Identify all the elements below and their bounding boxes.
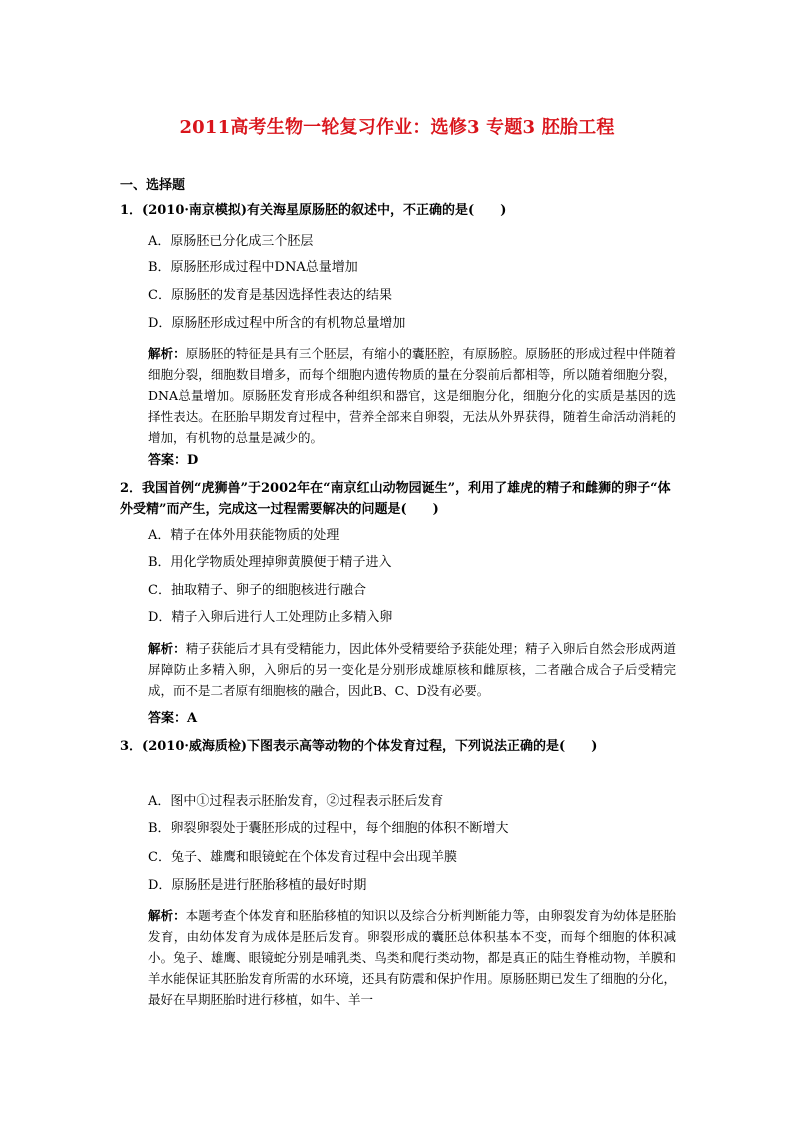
question-2-option-a: A．精子在体外用获能物质的处理 bbox=[148, 528, 340, 543]
explanation-text: 精子获能后才具有受精能力，因此体外受精要给予获能处理；精子入卵后自然会形成两道屏障防止多精入卵，入卵后的另一变化是分别形成雄原核和雌原核，二者融合成合子后受精完成，而不是二者原有细胞核的融合，因此B、C、D没有必要。 bbox=[148, 641, 676, 698]
question-1-stem: 1．(2010·南京模拟)有关海星原肠胚的叙述中，不正确的是( ) bbox=[120, 203, 507, 218]
question-1-explanation bbox=[148, 343, 676, 448]
answer-label: 答案： bbox=[148, 453, 188, 468]
question-1-option-a: A．原肠胚已分化成三个胚层 bbox=[148, 234, 314, 249]
question-3-option-d: D．原肠胚是进行胚胎移植的最好时期 bbox=[148, 878, 367, 893]
answer-label: 答案： bbox=[148, 711, 188, 726]
question-1-option-b: B．原肠胚形成过程中DNA总量增加 bbox=[148, 260, 358, 275]
explanation-text: 原肠胚的特征是具有三个胚层，有缩小的囊胚腔，有原肠腔。原肠胚的形成过程中伴随着细胞分裂，细胞数目增多，而每个细胞内遗传物质的量在分裂前后都相等，所以随着细胞分裂，DNA总量增加。原肠胚发育形成各种组织和器官，这是细胞分化，细胞分化的实质是基因的选择性表达。在胚胎早期发育过程中，营养全部来自卵裂，无法从外界获得，随着生命活动消耗的增加，有机物的总量是减少的。 bbox=[148, 346, 676, 445]
question-3-option-c: C．兔子、雄鹰和眼镜蛇在个体发育过程中会出现羊膜 bbox=[148, 850, 457, 865]
explanation-label: 解析： bbox=[148, 346, 186, 361]
explanation-text: 本题考查个体发育和胚胎移植的知识以及综合分析判断能力等，由卵裂发育为幼体是胚胎发育，由幼体发育为成体是胚后发育。卵裂形成的囊胚总体积基本不变，而每个细胞的体积减小。兔子、雄鹰、眼镜蛇分别是哺乳类、鸟类和爬行类动物，都是真正的陆生脊椎动物，羊膜和羊水能保证其胚胎发育所需的水环境，还具有防震和保护作用。原肠胚期已发生了细胞的分化，最好在早期胚胎时进行移植，如牛、羊一 bbox=[148, 908, 676, 1007]
question-2-option-c: C．抽取精子、卵子的细胞核进行融合 bbox=[148, 583, 366, 598]
question-1-option-d: D．原肠胚形成过程中所含的有机物总量增加 bbox=[148, 316, 406, 331]
question-1-option-c: C．原肠胚的发育是基因选择性表达的结果 bbox=[148, 288, 392, 303]
question-2-explanation bbox=[148, 638, 676, 701]
explanation-label: 解析： bbox=[148, 641, 186, 656]
explanation-label: 解析： bbox=[148, 908, 186, 923]
answer-value: D bbox=[187, 453, 199, 468]
question-2-option-d: D．精子入卵后进行人工处理防止多精入卵 bbox=[148, 610, 393, 625]
question-3-option-a: A．图中①过程表示胚胎发育，②过程表示胚后发育 bbox=[148, 794, 444, 809]
document-title: 2011高考生物一轮复习作业：选修3 专题3 胚胎工程 bbox=[179, 117, 615, 138]
answer-value: A bbox=[187, 711, 198, 726]
question-2-stem: 2．我国首例“虎狮兽”于2002年在“南京红山动物园诞生”，利用了雄虎的精子和雌狮的卵子“体外受精”而产生，完成这一过程需要解决的问题是( ) bbox=[120, 481, 671, 517]
question-3-explanation bbox=[148, 905, 676, 1010]
question-2-option-b: B．用化学物质处理掉卵黄膜便于精子进入 bbox=[148, 555, 392, 570]
question-3-stem: 3．(2010·威海质检)下图表示高等动物的个体发育过程，下列说法正确的是( ) bbox=[120, 739, 598, 754]
question-3-option-b: B．卵裂卵裂处于囊胚形成的过程中，每个细胞的体积不断增大 bbox=[148, 821, 509, 836]
section-heading: 一、选择题 bbox=[120, 178, 186, 193]
question-1-answer bbox=[148, 451, 198, 471]
question-2-answer bbox=[148, 709, 197, 729]
